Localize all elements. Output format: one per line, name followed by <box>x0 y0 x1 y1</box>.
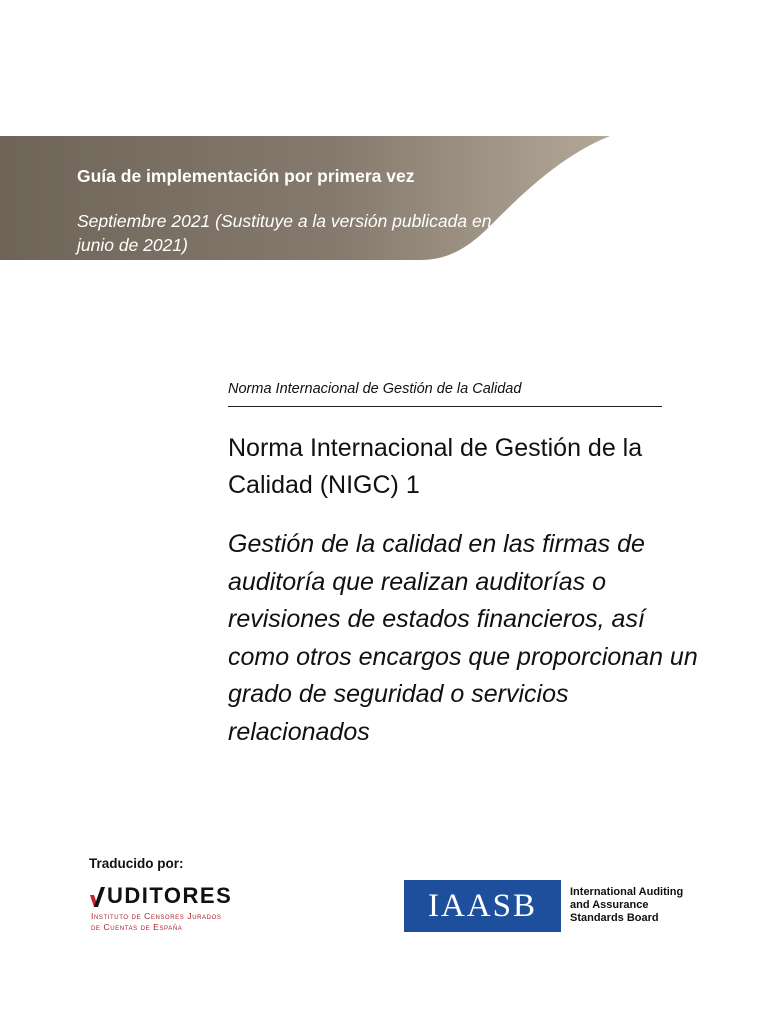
auditores-institute-line1: Instituto de Censores Jurados <box>91 911 222 921</box>
banner-title: Guía de implementación por primera vez <box>77 166 415 186</box>
auditores-a-mark-icon <box>89 885 109 909</box>
document-subheading: Norma Internacional de Gestión de la Calidad <box>228 381 662 407</box>
iaasb-name-line3: Standards Board <box>570 912 659 924</box>
document-subtitle: Gestión de la calidad en las firmas de auditoría que realizan auditorías o revisiones de estados financieros, así como otros encargos que proporcionan un grado de seguridad o servicios relacionados <box>228 530 698 746</box>
header-banner <box>0 136 768 260</box>
iaasb-logo-box <box>404 880 561 932</box>
iaasb-name-line2: and Assurance <box>570 899 649 911</box>
translated-by-label: Traducido por: <box>89 856 184 871</box>
document-title: Norma Internacional de Gestión de la Calidad (NIGC) 1 <box>228 434 643 499</box>
banner-subtitle: Septiembre 2021 (Sustituye a la versión publicada en junio de 2021) <box>77 211 492 255</box>
iaasb-name-line1: International Auditing <box>570 886 684 898</box>
iaasb-acronym: IAASB <box>427 887 538 924</box>
auditores-institute-line2: de Cuentas de España <box>91 922 183 932</box>
auditores-logo <box>89 883 249 933</box>
auditores-wordmark: UDITORES <box>107 883 233 908</box>
iaasb-full-name <box>570 886 683 925</box>
